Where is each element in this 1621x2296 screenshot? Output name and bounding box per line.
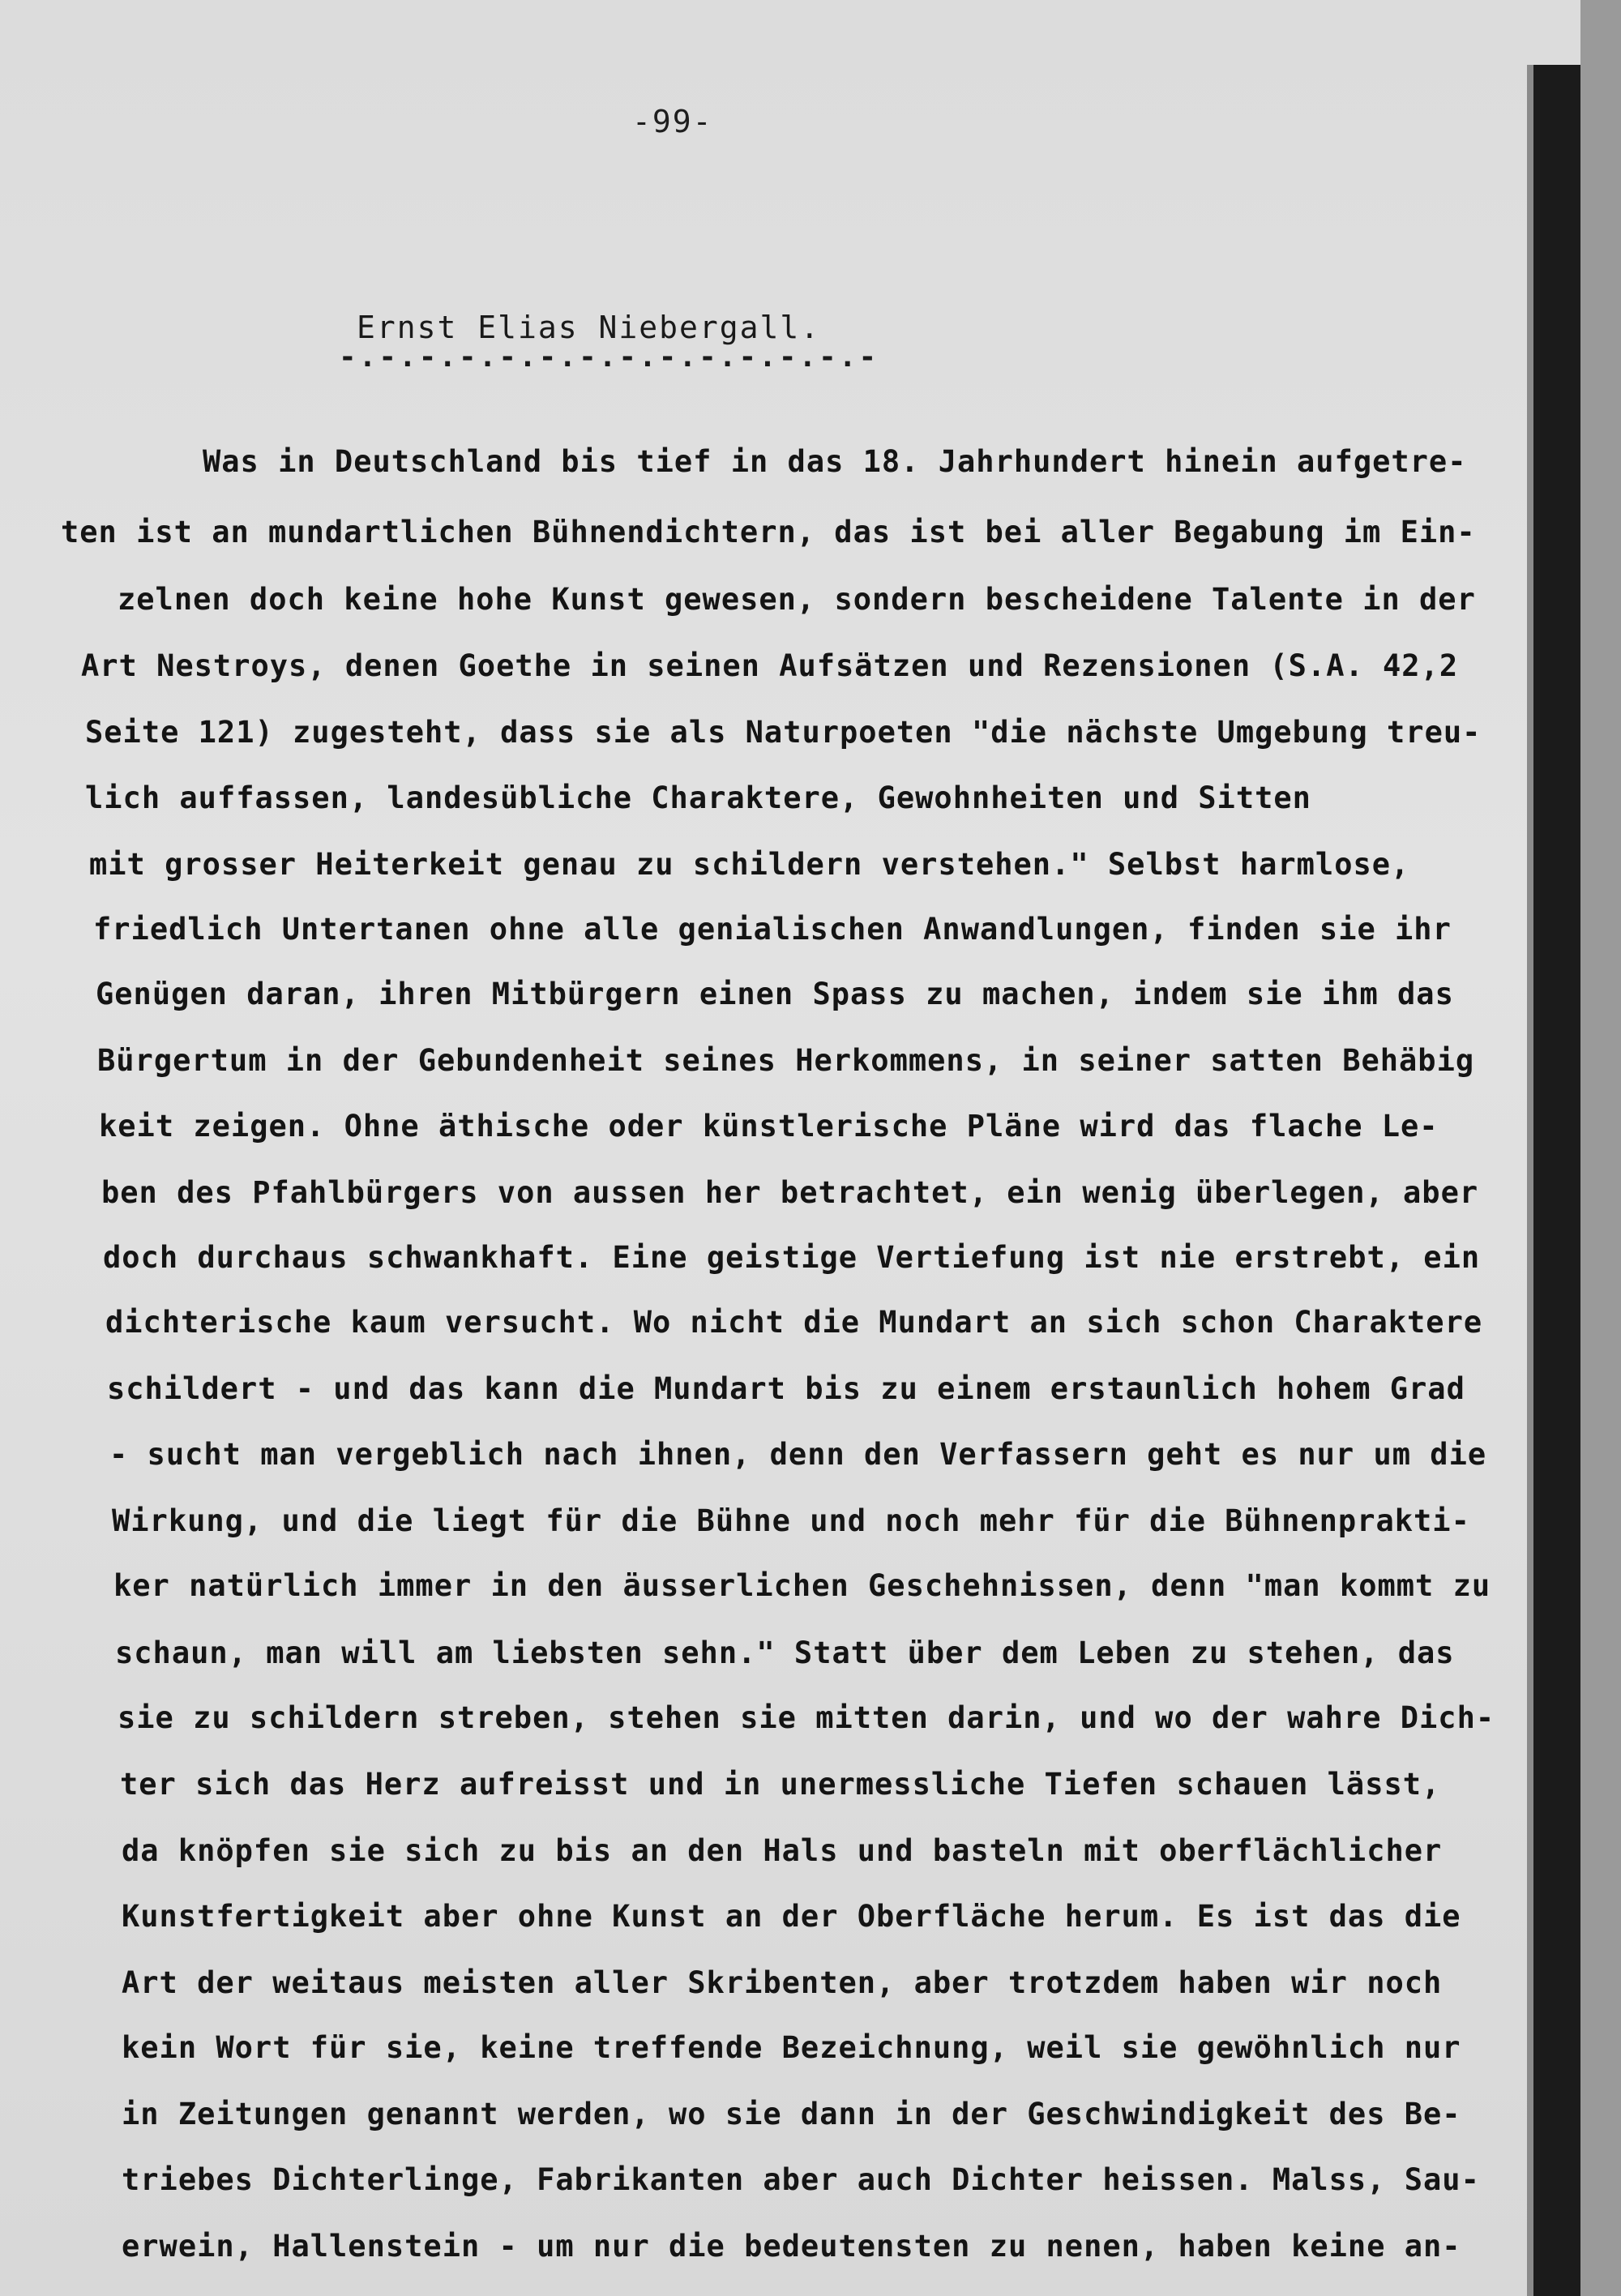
- body-line: Art Nestroys, denen Goethe in seinen Aufsätzen und Rezensionen (S.A. 42,2: [81, 648, 1459, 683]
- body-line: mit grosser Heiterkeit genau zu schildern verstehen." Selbst harmlose,: [89, 847, 1410, 882]
- body-line: Genügen daran, ihren Mitbürgern einen Spass zu machen, indem sie ihm das: [96, 977, 1454, 1011]
- body-line: triebes Dichterlinge, Fabrikanten aber auch Dichter heissen. Malss, Sau-: [122, 2162, 1480, 2197]
- body-line: ker natürlich immer in den äusserlichen Geschehnissen, denn "man kommt zu: [113, 1568, 1491, 1603]
- body-line: - sucht man vergeblich nach ihnen, denn den Verfassern geht es nur um die: [109, 1437, 1487, 1472]
- body-line: lich auffassen, landesübliche Charaktere, Gewohnheiten und Sitten: [85, 780, 1311, 815]
- body-line: Bürgertum in der Gebundenheit seines Herkommens, in seiner satten Behäbig: [97, 1043, 1475, 1078]
- body-line: Kunstfertigkeit aber ohne Kunst an der Oberfläche herum. Es ist das die: [122, 1899, 1461, 1934]
- body-line: ter sich das Herz aufreisst und in unermessliche Tiefen schauen lässt,: [120, 1767, 1441, 1802]
- body-line: ben des Pfahlbürgers von aussen her betrachtet, ein wenig überlegen, aber: [101, 1175, 1479, 1210]
- body-line: Was in Deutschland bis tief in das 18. Jahrhundert hinein aufgetre-: [203, 444, 1467, 479]
- body-line: ten ist an mundartlichen Bühnendichtern, das ist bei aller Begabung im Ein-: [61, 515, 1476, 549]
- scanner-edge: [1533, 65, 1580, 2296]
- body-line: Seite 121) zugesteht, dass sie als Naturpoeten "die nächste Umgebung treu-: [85, 715, 1482, 750]
- body-line: kein Wort für sie, keine treffende Bezeichnung, weil sie gewöhnlich nur: [122, 2030, 1461, 2065]
- body-line: in Zeitungen genannt werden, wo sie dann in der Geschwindigkeit des Be-: [122, 2097, 1461, 2131]
- body-line: doch durchaus schwankhaft. Eine geistige Vertiefung ist nie erstrebt, ein: [103, 1240, 1481, 1275]
- body-line: Art der weitaus meisten aller Skribenten, aber trotzdem haben wir noch: [122, 1965, 1443, 2000]
- body-line: sie zu schildern streben, stehen sie mitten darin, und wo der wahre Dich-: [118, 1700, 1495, 1735]
- body-line: Wirkung, und die liegt für die Bühne und noch mehr für die Bühnenprakti-: [112, 1503, 1470, 1538]
- page-edge-strip: [1527, 65, 1533, 2296]
- body-line: keit zeigen. Ohne äthische oder künstlerische Pläne wird das flache Le-: [99, 1109, 1439, 1144]
- document-title: Ernst Elias Niebergall.: [357, 310, 821, 345]
- body-line: schaun, man will am liebsten sehn." Statt über dem Leben zu stehen, das: [115, 1635, 1455, 1670]
- body-line: da knöpfen sie sich zu bis an den Hals und basteln mit oberflächlicher: [122, 1833, 1443, 1868]
- body-line: zelnen doch keine hohe Kunst gewesen, sondern bescheidene Talente in der: [118, 582, 1476, 617]
- body-line: erwein, Hallenstein - um nur die bedeutensten zu nenen, haben keine an-: [122, 2229, 1461, 2264]
- title-underline: -.-.-.-.-.-.-.-.-.-.-.-.-.-: [339, 340, 879, 374]
- page-number: -99-: [632, 104, 713, 139]
- body-line: schildert - und das kann die Mundart bis zu einem erstaunlich hohem Grad: [107, 1371, 1465, 1406]
- body-line: dichterische kaum versucht. Wo nicht die Mundart an sich schon Charaktere: [105, 1305, 1483, 1340]
- body-line: friedlich Untertanen ohne alle genialischen Anwandlungen, finden sie ihr: [93, 912, 1452, 947]
